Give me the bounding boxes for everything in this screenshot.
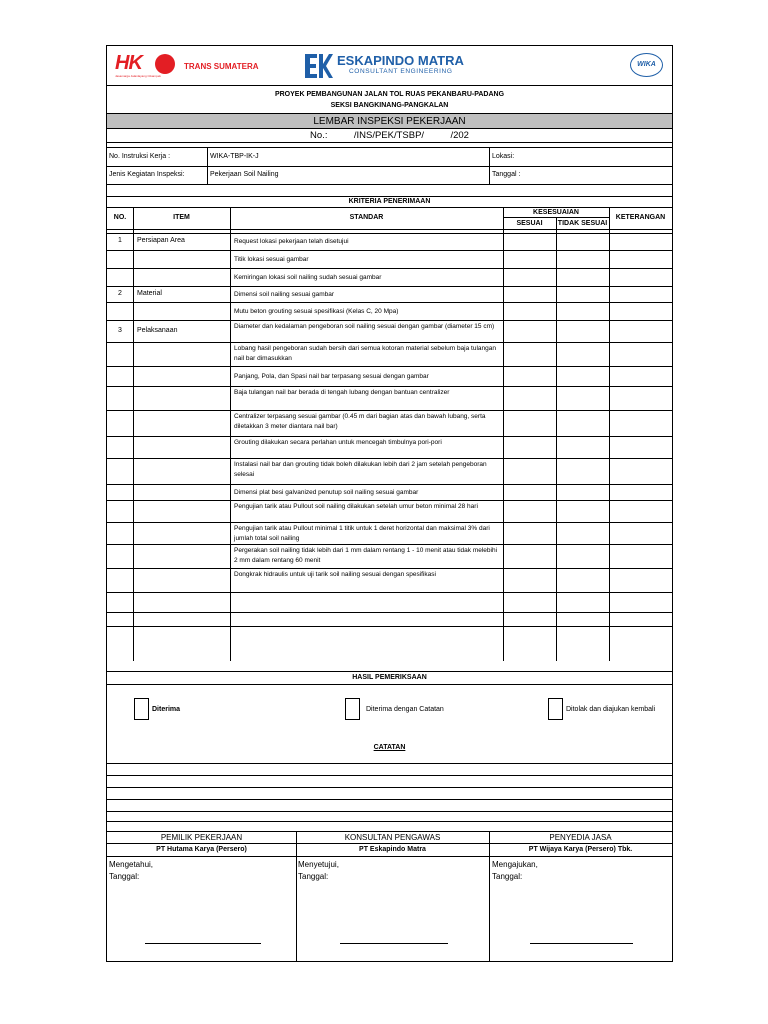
keterangan-cell[interactable]: [610, 485, 671, 501]
table-row: [107, 437, 672, 459]
note-line[interactable]: [107, 763, 672, 764]
tidak-sesuai-cell[interactable]: [557, 459, 608, 485]
sesuai-cell[interactable]: [504, 387, 555, 411]
sig-col3-tanggal: Tanggal:: [492, 872, 523, 881]
tidak-sesuai-cell[interactable]: [557, 411, 608, 437]
divider: [107, 166, 672, 167]
row-standar: Lobang hasil pengeboran sudah bersih dari semua kotoran material sebelum baja tulangan nail bar dimasukkan: [234, 345, 496, 362]
tidak-sesuai-cell[interactable]: [557, 343, 608, 367]
row-standar: Dimensi soil nailing sesuai gambar: [234, 291, 335, 298]
sesuai-cell[interactable]: [504, 569, 555, 593]
doc-number[interactable]: No.: /INS/PEK/TSBP/ /202: [310, 130, 469, 141]
row-standar: Grouting dilakukan secara perlahan untuk mencegah timbulnya pori-pori: [234, 439, 442, 446]
sig-col3-role: PENYEDIA JASA: [549, 833, 612, 842]
sesuai-cell[interactable]: [504, 343, 555, 367]
divider: [230, 207, 231, 661]
sig-col2-line[interactable]: [340, 943, 448, 944]
table-row: [107, 501, 672, 523]
table-row: [107, 321, 672, 343]
divider: [489, 147, 490, 184]
keterangan-cell[interactable]: [610, 501, 671, 523]
keterangan-cell[interactable]: [610, 233, 671, 251]
sig-col1-tanggal: Tanggal:: [109, 872, 140, 881]
keterangan-cell[interactable]: [610, 269, 671, 287]
diterima-checkbox[interactable]: [134, 698, 149, 720]
sig-col1-company: PT Hutama Karya (Persero): [156, 846, 247, 853]
sig-col1-line[interactable]: [145, 943, 261, 944]
keterangan-cell[interactable]: [610, 321, 671, 343]
doc-number-row: [107, 129, 672, 143]
table-row: [107, 569, 672, 593]
divider: [133, 207, 134, 661]
result-title: HASIL PEMERIKSAAN: [352, 674, 427, 681]
sig-col3-line[interactable]: [530, 943, 633, 944]
eskapindo-mark-icon: [305, 54, 333, 78]
table-row: [107, 287, 672, 303]
tidak-sesuai-cell[interactable]: [557, 251, 608, 269]
table-row: [107, 343, 672, 367]
row-item: Material: [137, 290, 162, 297]
sesuai-cell[interactable]: [504, 545, 555, 569]
tidak-sesuai-cell[interactable]: [557, 303, 608, 321]
tidak-sesuai-cell[interactable]: [557, 593, 608, 613]
tidak-sesuai-cell[interactable]: [557, 269, 608, 287]
sesuai-cell[interactable]: [504, 303, 555, 321]
project-line-1: PROYEK PEMBANGUNAN JALAN TOL RUAS PEKANBARU-PADANG: [274, 91, 505, 98]
doc-title-bar: [107, 113, 672, 129]
row-standar: Pengujian tarik atau Pullout minimal 1 titik untuk 1 deret horizontal dan maksimal 3% dari jumlah total soil nailing: [234, 525, 490, 542]
sig-col2-action: Menyetujui,: [298, 860, 339, 869]
sig-col1-action: Mengetahui,: [109, 860, 154, 869]
keterangan-cell[interactable]: [610, 569, 671, 593]
row-standar: Dimensi plat besi galvanized penutup soil nailing sesuai gambar: [234, 489, 419, 496]
row-no: 3: [118, 327, 122, 334]
table-row: [107, 367, 672, 387]
row-standar: Diameter dan kedalaman pengeboran soil nailing sesuai dengan gambar (diameter 15 cm): [234, 323, 495, 330]
sig-col1-role: PEMILIK PEKERJAAN: [160, 833, 243, 842]
divider: [107, 684, 672, 685]
divider: [556, 217, 557, 661]
sig-col2-tanggal: Tanggal:: [298, 872, 329, 881]
row-standar: Kemiringan lokasi soil nailing sudah sesuai gambar: [234, 274, 382, 281]
tidak-sesuai-cell[interactable]: [557, 569, 608, 593]
hk-tagline: Jasamarga Jalanlayang Cikampek: [115, 74, 161, 78]
tidak-sesuai-cell[interactable]: [557, 287, 608, 303]
note-line[interactable]: [107, 787, 672, 788]
col-no: NO.: [113, 214, 127, 221]
row-standar: Panjang, Pola, dan Spasi nail bar terpasang sesuai dengan gambar: [234, 373, 429, 380]
sesuai-cell[interactable]: [504, 287, 555, 303]
note-line[interactable]: [107, 811, 672, 812]
table-row: [107, 233, 672, 251]
keterangan-cell[interactable]: [610, 287, 671, 303]
hk-logo-mark: HK: [115, 52, 142, 74]
divider: [609, 207, 610, 661]
jenis-label: Jenis Kegiatan Inspeksi:: [109, 171, 185, 178]
sesuai-cell[interactable]: [504, 233, 555, 251]
table-row: [107, 303, 672, 321]
divider: [107, 856, 672, 857]
tanggal-label: Tanggal :: [492, 171, 521, 178]
row-standar: Pengujian tarik atau Pullout soil nailing dilakukan setelah umur beton minimal 28 hari: [234, 503, 478, 510]
row-standar: Centralizer terpasang sesuai gambar (0.45 m dari bagian atas dan bawah lubang, serta diletakkan 3 meter diantara nail bar): [234, 413, 486, 430]
tidak-sesuai-cell[interactable]: [557, 367, 608, 387]
table-row: [107, 545, 672, 569]
project-line-2: SEKSI BANGKINANG-PANGKALAN: [330, 102, 449, 109]
sesuai-cell[interactable]: [504, 269, 555, 287]
col-standar: STANDAR: [349, 214, 384, 221]
divider: [503, 207, 504, 661]
sesuai-cell[interactable]: [504, 613, 555, 627]
keterangan-cell[interactable]: [610, 411, 671, 437]
hk-swirl-icon: [155, 54, 175, 74]
ditolak-checkbox[interactable]: [548, 698, 563, 720]
divider: [107, 147, 672, 148]
table-row: [107, 459, 672, 485]
tidak-sesuai-cell[interactable]: [557, 437, 608, 459]
note-line[interactable]: [107, 821, 672, 822]
sesuai-cell[interactable]: [504, 593, 555, 613]
criteria-title: KRITERIA PENERIMAAN: [348, 198, 431, 205]
sig-col2-company: PT Eskapindo Matra: [359, 846, 426, 853]
sesuai-cell[interactable]: [504, 459, 555, 485]
row-no: 1: [118, 237, 122, 244]
tidak-sesuai-cell[interactable]: [557, 545, 608, 569]
table-row: [107, 269, 672, 287]
doc-title: LEMBAR INSPEKSI PEKERJAAN: [313, 116, 466, 127]
instruksi-label: No. Instruksi Kerja :: [109, 153, 171, 160]
col-kesesuaian: KESESUAIAN: [533, 209, 579, 216]
diterima-catatan-label: Diterima dengan Catatan: [366, 706, 444, 713]
trans-sumatera-logo: TRANS SUMATERA: [184, 62, 259, 71]
table-row: [107, 485, 672, 501]
sesuai-cell[interactable]: [504, 251, 555, 269]
inspection-form: [106, 45, 673, 962]
keterangan-cell[interactable]: [610, 251, 671, 269]
sig-col2-role: KONSULTAN PENGAWAS: [344, 833, 441, 842]
row-standar: Dongkrak hidraulis untuk uji tarik soil nailing sesuai dengan spesifikasi: [234, 571, 436, 578]
divider: [107, 229, 672, 230]
criteria-table: [107, 207, 672, 661]
sesuai-cell[interactable]: [504, 501, 555, 523]
sesuai-cell[interactable]: [504, 411, 555, 437]
tidak-sesuai-cell[interactable]: [557, 387, 608, 411]
sesuai-cell[interactable]: [504, 523, 555, 545]
tidak-sesuai-cell[interactable]: [557, 321, 608, 343]
row-item: Persiapan Area: [137, 237, 185, 244]
keterangan-cell[interactable]: [610, 459, 671, 485]
keterangan-cell[interactable]: [610, 437, 671, 459]
row-item: Pelaksanaan: [137, 327, 178, 334]
eskapindo-subtitle: CONSULTANT ENGINEERING: [349, 68, 453, 75]
tidak-sesuai-cell[interactable]: [557, 501, 608, 523]
divider: [207, 147, 208, 184]
divider: [107, 85, 672, 86]
instruksi-value[interactable]: WIKA-TBP-IK-J: [210, 153, 259, 160]
table-row: [107, 593, 672, 613]
col-tidak-sesuai: TIDAK SESUAI: [557, 220, 608, 227]
col-item: ITEM: [173, 214, 190, 221]
diterima-catatan-checkbox[interactable]: [345, 698, 360, 720]
eskapindo-title: ESKAPINDO MATRA: [337, 53, 464, 68]
sig-col3-action: Mengajukan,: [492, 860, 538, 869]
keterangan-cell[interactable]: [610, 343, 671, 367]
sesuai-cell[interactable]: [504, 367, 555, 387]
row-standar: Baja tulangan nail bar berada di tengah lubang dengan bantuan centralizer: [234, 389, 450, 396]
sesuai-cell[interactable]: [504, 321, 555, 343]
hk-logo: [113, 52, 183, 80]
keterangan-cell[interactable]: [610, 545, 671, 569]
col-sesuai: SESUAI: [516, 220, 543, 227]
row-no: 2: [118, 290, 122, 297]
table-row: [107, 251, 672, 269]
tidak-sesuai-cell[interactable]: [557, 233, 608, 251]
row-standar: Request lokasi pekerjaan telah disetujui: [234, 238, 349, 245]
lokasi-label: Lokasi:: [492, 153, 515, 160]
table-row: [107, 523, 672, 545]
jenis-value[interactable]: Pekerjaan Soil Nailing: [210, 171, 279, 178]
row-standar: Instalasi nail bar dan grouting tidak boleh dilakukan lebih dari 2 jam setelah pengeboran selesai: [234, 461, 487, 478]
divider: [107, 831, 672, 832]
tidak-sesuai-cell[interactable]: [557, 485, 608, 501]
diterima-label: Diterima: [152, 706, 181, 713]
notes-title: CATATAN: [373, 744, 406, 751]
sesuai-cell[interactable]: [504, 485, 555, 501]
divider: [107, 671, 672, 672]
keterangan-cell[interactable]: [610, 387, 671, 411]
ditolak-label: Ditolak dan diajukan kembali: [566, 706, 656, 713]
sig-col3-company: PT Wijaya Karya (Persero) Tbk.: [528, 846, 633, 853]
table-row: [107, 411, 672, 437]
table-row: [107, 387, 672, 411]
tidak-sesuai-cell[interactable]: [557, 523, 608, 545]
divider: [107, 843, 672, 844]
tidak-sesuai-cell[interactable]: [557, 613, 608, 627]
keterangan-cell[interactable]: [610, 303, 671, 321]
col-keterangan: KETERANGAN: [615, 214, 666, 221]
sesuai-cell[interactable]: [504, 437, 555, 459]
eskapindo-logo: [305, 53, 470, 79]
row-standar: Pergerakan soil nailing tidak lebih dari 1 mm dalam rentang 1 - 10 menit atau tidak melebihi 2 mm dalam rentang 60 menit: [234, 547, 498, 564]
keterangan-cell[interactable]: [610, 593, 671, 613]
row-standar: Titik lokasi sesuai gambar: [234, 256, 309, 263]
note-line[interactable]: [107, 799, 672, 800]
keterangan-cell[interactable]: [610, 523, 671, 545]
keterangan-cell[interactable]: [610, 613, 671, 627]
note-line[interactable]: [107, 775, 672, 776]
keterangan-cell[interactable]: [610, 367, 671, 387]
table-row: [107, 613, 672, 627]
wika-logo-text: WIKA: [637, 61, 656, 68]
row-standar: Mutu beton grouting sesuai spesifikasi (Kelas C, 20 Mpa): [234, 308, 399, 315]
divider: [107, 184, 672, 185]
wika-logo: [630, 53, 663, 77]
